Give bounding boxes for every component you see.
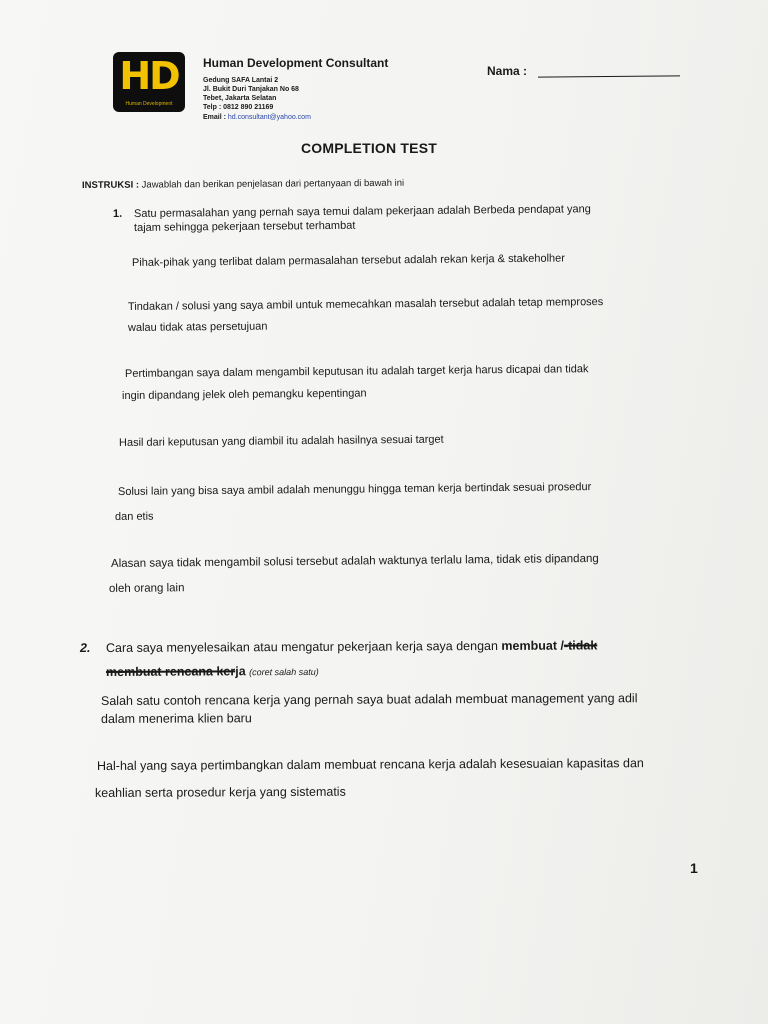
answer-line: Alasan saya tidak mengambil solusi tersebut adalah waktunya terlalu lama, tidak etis dipandang (110, 552, 599, 570)
choice-struck: -tidak (563, 638, 598, 653)
question2-line (106, 638, 597, 655)
question-number: 2. (79, 640, 91, 655)
email-label: Email : (203, 114, 226, 121)
answer-line: oleh orang lain (108, 582, 185, 595)
name-underline (538, 75, 680, 77)
phone-line: Telp : 0812 890 21169 (203, 104, 274, 111)
choice-tail: ja (235, 664, 246, 679)
choice-slash: / (560, 638, 564, 653)
answer-line: ingin dipandang jelek oleh pemangku kepentingan (121, 387, 367, 402)
answer-line: dan etis (114, 510, 154, 523)
answer-line: walau tidak atas persetujuan (127, 320, 268, 334)
instruction (82, 178, 404, 191)
choice-kept: membuat (501, 638, 558, 653)
answer-line: Solusi lain yang bisa saya ambil adalah menunggu hingga teman kerja bertindak sesuai prosedur (117, 481, 592, 498)
answer-line: Pihak-pihak yang terlibat dalam permasalahan tersebut adalah rekan kerja & stakeholher (131, 252, 565, 269)
question1-line: Satu permasalahan yang pernah saya temui dalam pekerjaan adalah Berbeda pendapat yang (133, 203, 591, 220)
logo-letters: HD (119, 54, 179, 98)
answer-line: dalam menerima klien baru (100, 711, 252, 726)
answer-line: keahlian serta prosedur kerja yang sistematis (94, 784, 346, 800)
instruction-label: INSTRUKSI : (81, 179, 140, 191)
answer-line: Pertimbangan saya dalam mengambil keputusan itu adalah target kerja harus dicapai dan tidak (124, 363, 589, 380)
question2-line (106, 664, 319, 679)
address-line: Tebet, Jakarta Selatan (203, 95, 277, 102)
name-label: Nama : (487, 64, 528, 78)
email-value: hd.consultant@yahoo.com (227, 114, 311, 121)
address-line: Jl. Bukit Duri Tanjakan No 68 (203, 86, 299, 93)
question-number: 1. (112, 207, 123, 220)
choice-struck: membuat rencana ker (105, 664, 236, 679)
instruction-text: Jawablah dan berikan penjelasan dari pertanyaan di bawah ini (141, 177, 405, 191)
answer-line: Salah satu contoh rencana kerja yang pernah saya buat adalah membuat management yang adil (100, 691, 638, 708)
company-name: Human Development Consultant (203, 56, 389, 70)
company-logo (113, 52, 185, 112)
page-number: 1 (690, 860, 698, 876)
answer-line: Hasil dari keputusan yang diambil itu adalah hasilnya sesuai target (118, 433, 444, 449)
answer-line: Tindakan / solusi yang saya ambil untuk memecahkan masalah tersebut adalah tetap memproses (127, 296, 604, 313)
question1-line: tajam sehingga pekerjaan tersebut terhambat (133, 219, 356, 234)
logo-tagline: Human Development (125, 101, 173, 107)
question2-text: Cara saya menyelesaikan atau mengatur pekerjaan kerja saya dengan (105, 638, 498, 655)
strike-note: (coret salah satu) (249, 666, 319, 678)
answer-line: Hal-hal yang saya pertimbangkan dalam membuat rencana kerja adalah kesesuaian kapasitas dan (96, 756, 644, 773)
address-line: Gedung SAFA Lantai 2 (203, 77, 279, 84)
document-title: COMPLETION TEST (301, 140, 437, 156)
email-line (203, 114, 311, 121)
